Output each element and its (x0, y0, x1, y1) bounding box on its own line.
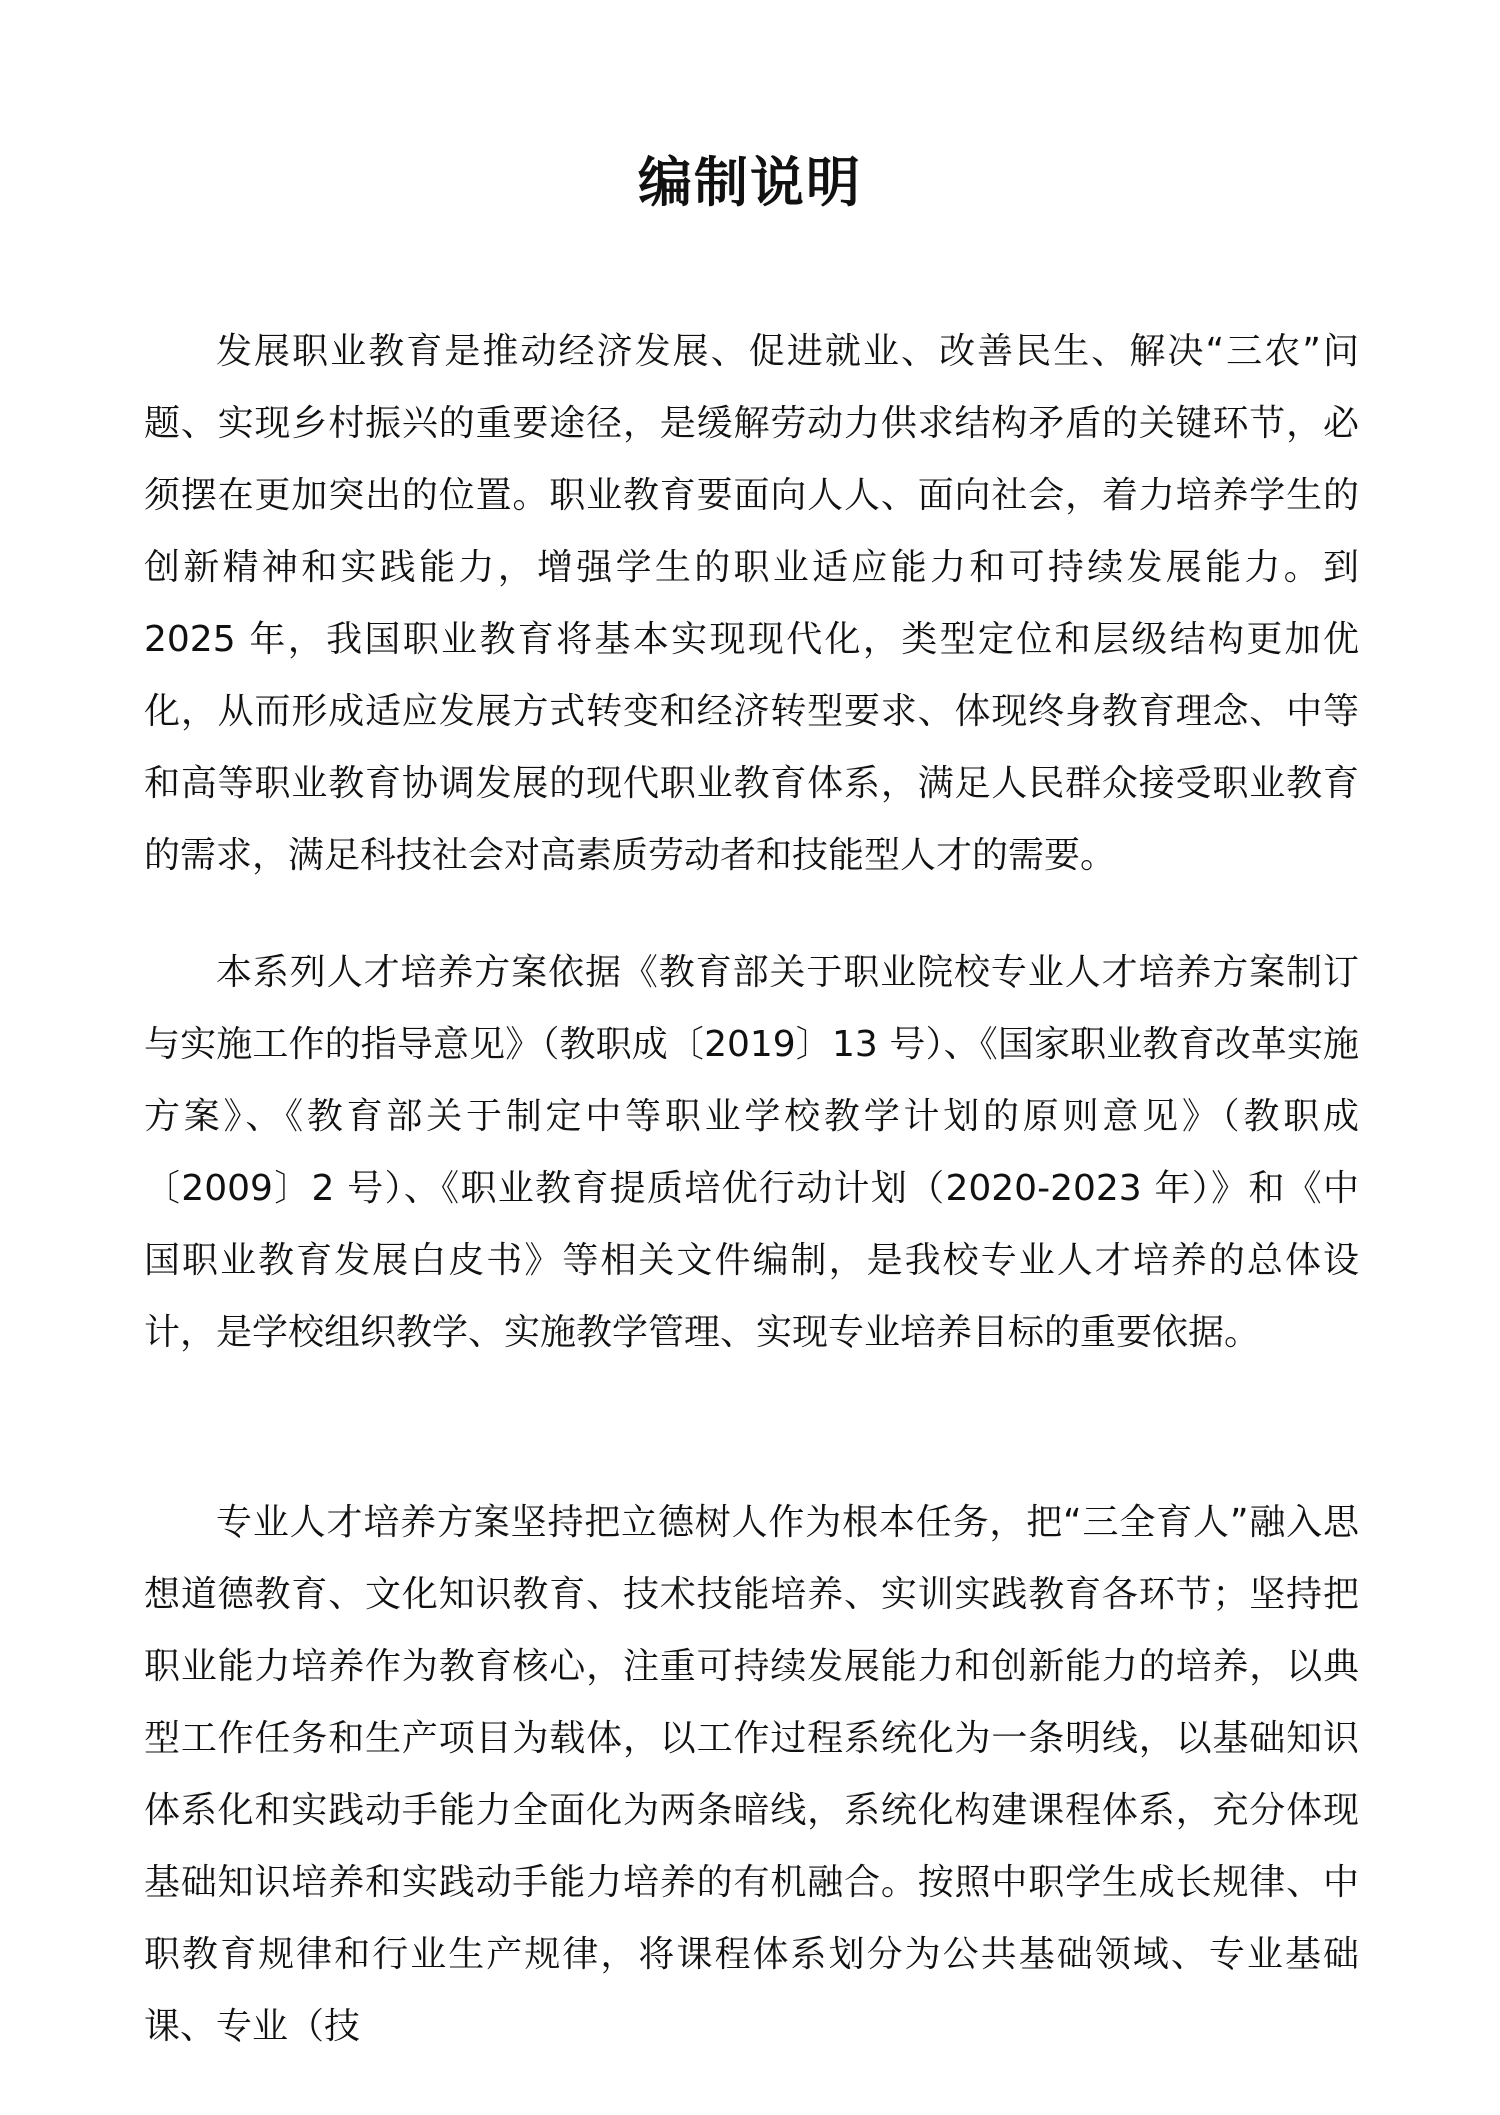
paragraph-3: 专业人才培养方案坚持把立德树人作为根本任务，把“三全育人”融入思想道德教育、文化知识教育、技术技能培养、实训实践教育各环节；坚持把职业能力培养作为教育核心，注重可持续发展能力和创新能力的培养，以典型工作任务和生产项目为载体，以工作过程系统化为一条明线，以基础知识体系化和实践动手能力全面化为两条暗线，系统化构建课程体系，充分体现基础知识培养和实践动手能力培养的有机融合。按照中职学生成长规律、中职教育规律和行业生产规律，将课程体系划分为公共基础领域、专业基础课、专业（技 (144, 1502, 1359, 2047)
page-title: 编制说明 (638, 151, 862, 214)
paragraph-1: 发展职业教育是推动经济发展、促进就业、改善民生、解决“三农”问题、实现乡村振兴的重要途径，是缓解劳动力供求结构矛盾的关键环节，必须摆在更加突出的位置。职业教育要面向人人、面向社会，着力培养学生的创新精神和实践能力，增强学生的职业适应能力和可持续发展能力。到 2025 年，我国职业教育将基本实现现代化，类型定位和层级结构更加优化，从而形成适应发展方式转变和经济转型要求、体现终身教育理念、中等和高等职业教育协调发展的现代职业教育体系，满足人民群众接受职业教育的需求，满足科技社会对高素质劳动者和技能型人才的需要。 (144, 331, 1359, 876)
paragraph-2: 本系列人才培养方案依据《教育部关于职业院校专业人才培养方案制订与实施工作的指导意见》（教职成〔2019〕13 号）、《国家职业教育改革实施方案》、《教育部关于制定中等职业学校教学计划的原则意见》（教职成〔2009〕2 号）、《职业教育提质培优行动计划（2020-2023 年）》和《中国职业教育发展白皮书》等相关文件编制，是我校专业人才培养的总体设计，是学校组织教学、实施教学管理、实现专业培养目标的重要依据。 (144, 952, 1359, 1353)
